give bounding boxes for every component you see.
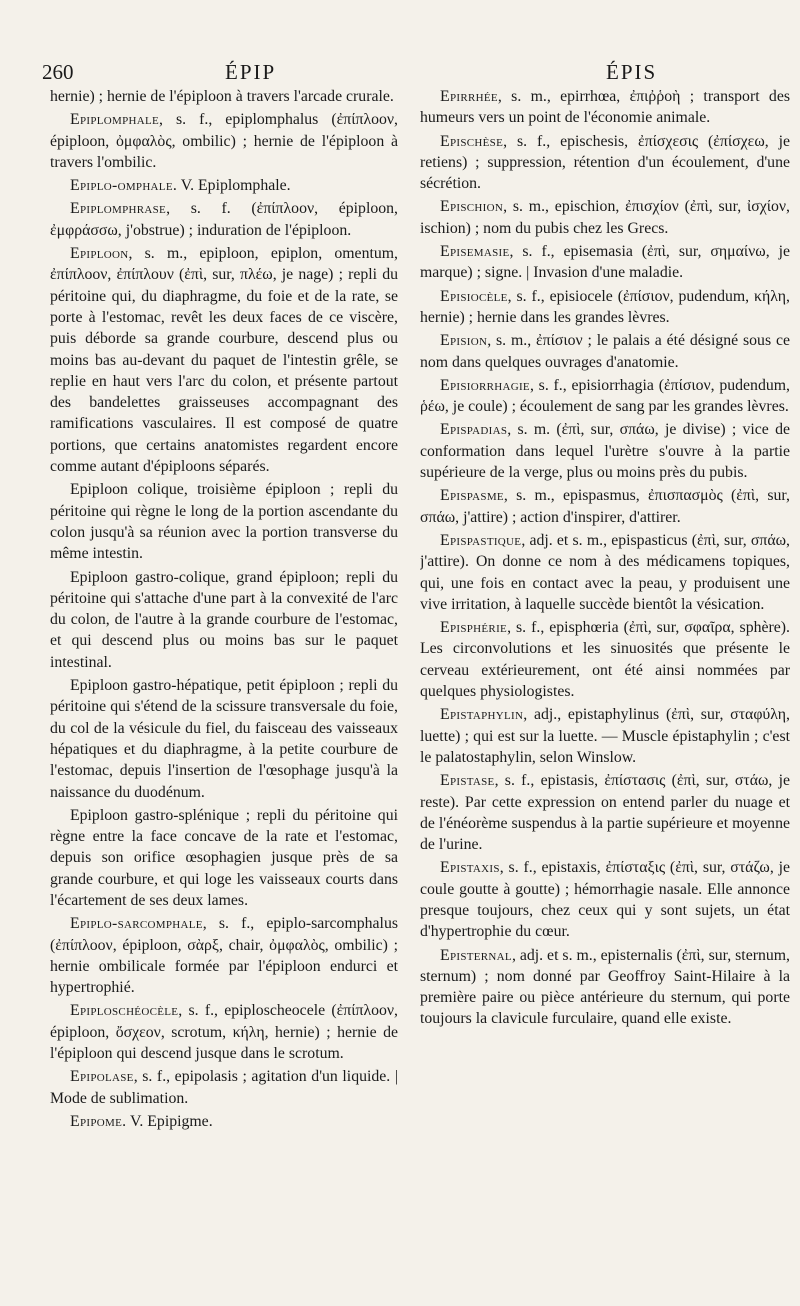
entry-term: Epiplo-sarcomphale bbox=[70, 915, 203, 933]
entry-paragraph bbox=[420, 617, 790, 702]
entry-body: , s. f., epiplo-sarcomphalus (ἐπίπλοον, épiploon, σὰρξ, chair, ὀμφαλὸς, ombilic) ; hernie ombilicale formée par l'épiploon endurci et hypertrophié. bbox=[50, 915, 398, 997]
entry-body: hernie) ; hernie de l'épiploon à travers l'arcade crurale. bbox=[50, 88, 394, 105]
entry-body: Epiploon gastro-colique, grand épiploon; repli du péritoine qui s'attache d'une part à la convexité de l'arc du colon, de l'autre à la grande courbure de l'estomac, et qui descend plus ou moins bas sur le paquet intestinal. bbox=[50, 568, 398, 671]
entry-term: Epiploschéocèle bbox=[70, 1002, 179, 1020]
right-running-head: ÉPIS bbox=[606, 60, 658, 84]
entry-term: Epistase bbox=[440, 772, 495, 790]
entry-paragraph bbox=[420, 330, 790, 373]
entry-term: Episphérie bbox=[440, 619, 508, 637]
entry-paragraph bbox=[50, 913, 398, 998]
entry-term: Epipolase bbox=[70, 1068, 134, 1086]
entry-paragraph bbox=[50, 243, 398, 477]
entry-body: , s. f. (ἐπίπλοον, épiploon, ἐμφράσσω, j'obstrue) ; induration de l'épiploon. bbox=[50, 200, 398, 239]
entry-body: , s. f., epistaxis, ἐπίσταξις (ἐπὶ, sur, στάζω, je coule goutte à goutte) ; hémorrhagie nasale. Elle annonce presque toujours, chez ceux qui y sont sujets, un état d'hypertrophie du cœur. bbox=[420, 859, 790, 941]
entry-paragraph bbox=[420, 131, 790, 195]
entry-term: Epipome. bbox=[70, 1112, 127, 1130]
entry-body: , s. f., epipolasis ; agitation d'un liquide. | Mode de sublimation. bbox=[50, 1068, 398, 1107]
entry-paragraph bbox=[420, 530, 790, 615]
entry-paragraph bbox=[420, 375, 790, 418]
entry-term: Episiorrhagie bbox=[440, 376, 530, 394]
entry-term: Epiploon bbox=[70, 245, 129, 263]
entry-body: , adj., epistaphylinus (ἐπὶ, sur, σταφύλη, luette) ; qui est sur la luette. — Muscle épistaphylin ; c'est le palatostaphylin, selon Winslow. bbox=[420, 706, 790, 766]
entry-paragraph bbox=[50, 109, 398, 173]
entry-paragraph bbox=[420, 196, 790, 239]
entry-body: , s. f., epistasis, ἐπίστασις (ἐπὶ, sur, στάω, je reste). Par cette expression on entend parler du nuage et de l'énéorème suspendus à la partie supérieure et moyenne de l'urine. bbox=[420, 772, 790, 854]
entry-body: , s. f., episemasia (ἐπὶ, sur, σημαίνω, je marque) ; signe. | Invasion d'une maladie. bbox=[420, 243, 790, 282]
entry-paragraph bbox=[420, 286, 790, 329]
entry-paragraph bbox=[420, 857, 790, 942]
entry-body: , s. m., epischion, ἐπισχίον (ἐπὶ, sur, ἰσχίον, ischion) ; nom du pubis chez les Grecs. bbox=[420, 198, 790, 237]
entry-paragraph bbox=[50, 175, 398, 196]
entry-term: Episternal bbox=[440, 946, 512, 964]
entry-body: V. Epiplomphale. bbox=[177, 177, 291, 195]
entry-body: , s. m. (ἐπὶ, sur, σπάω, je divise) ; vice de conformation dans lequel l'urètre s'ouvre à la partie supérieure de la verge, plus ou moins près du pubis. bbox=[420, 421, 790, 482]
entry-paragraph bbox=[420, 945, 790, 1030]
left-running-head: ÉPIP bbox=[225, 60, 277, 84]
entry-term: Epistaxis bbox=[440, 859, 500, 877]
entry-term: Epispastique bbox=[440, 531, 522, 549]
entry-body: , s. m., ἐπίσιον ; le palais a été désigné sous ce nom dans quelques ouvrages d'anatomie. bbox=[420, 332, 790, 371]
entry-paragraph bbox=[50, 567, 398, 673]
entry-term: Epispasme bbox=[440, 487, 504, 505]
entry-term: Episiocèle bbox=[440, 287, 508, 305]
entry-paragraph bbox=[50, 675, 398, 803]
entry-body: Epiploon colique, troisième épiploon ; repli du péritoine qui règne le long de la portion ascendante du colon jusqu'à sa réunion avec la portion transverse du même intestin. bbox=[50, 481, 398, 563]
entry-paragraph bbox=[420, 485, 790, 528]
entry-paragraph bbox=[50, 86, 398, 107]
entry-term: Epirrhée bbox=[440, 88, 498, 105]
entry-paragraph bbox=[50, 1000, 398, 1064]
entry-paragraph bbox=[420, 419, 790, 483]
entry-paragraph bbox=[50, 198, 398, 241]
entry-paragraph bbox=[420, 770, 790, 855]
entry-paragraph bbox=[50, 479, 398, 564]
entry-term: Episemasie bbox=[440, 243, 510, 261]
entry-body: Epiploon gastro-splénique ; repli du péritoine qui règne entre la face concave de la rate et l'estomac, depuis son orifice œsophagien jusque près de sa grande courbure, et qui loge les vaisseaux courts dans l'écartement de ses deux lames. bbox=[50, 806, 398, 909]
page-number: 260 bbox=[42, 60, 74, 84]
entry-body: , s. f., epiploscheocele (ἐπίπλοον, épiploon, ὄσχεον, scrotum, κήλη, hernie) ; hernie de l'épiploon qui descend jusque dans le scrotum. bbox=[50, 1002, 398, 1063]
entry-paragraph bbox=[420, 241, 790, 284]
entry-term: Epischèse bbox=[440, 132, 504, 150]
entry-body: , s. f., episiocele (ἐπίσιον, pudendum, κήλη, hernie) ; hernie dans les grandes lèvres. bbox=[420, 287, 790, 326]
entry-body: Epiploon gastro-hépatique, petit épiploon ; repli du péritoine qui s'étend de la scissure transversale du foie, du col de la vésicule du fiel, du faisceau des vaisseaux hépatiques et du diaphragme, à la petite courbure de l'estomac, depuis l'insertion de l'œsophage jusqu'à la naissance du duodénum. bbox=[50, 677, 398, 801]
entry-body: , s. f., episphœria (ἐπὶ, sur, σφαῖρα, sphère). Les circonvolutions et les sinuosités que présente le cerveau extérieurement, ont été ainsi nommées par quelques physiologistes. bbox=[420, 619, 790, 701]
entry-body: , s. m., epispasmus, ἐπισπασμὸς (ἐπὶ, sur, σπάω, j'attire) ; action d'inspirer, d'attirer. bbox=[420, 487, 790, 526]
entry-term: Epischion bbox=[440, 198, 504, 216]
left-column bbox=[50, 86, 398, 1296]
right-column bbox=[420, 86, 790, 1296]
entry-paragraph bbox=[50, 1111, 398, 1132]
entry-body: , s. m., epirrhœa, ἐπιῤῥοὴ ; transport des humeurs vers un point de l'économie animale. bbox=[420, 88, 790, 127]
entry-body: , s. f., epiplomphalus (ἐπίπλοον, épiploon, ὀμφαλὸς, ombilic) ; hernie de l'épiploon à travers l'ombilic. bbox=[50, 111, 398, 171]
entry-term: Epiplomphale bbox=[70, 111, 160, 129]
entry-body: , s. f., episiorrhagia (ἐπίσιον, pudendum, ῥέω, je coule) ; écoulement de sang par les grandes lèvres. bbox=[420, 376, 790, 416]
entry-body: V. Epipigme. bbox=[126, 1112, 213, 1130]
entry-paragraph bbox=[420, 704, 790, 768]
entry-body: , s. f., epischesis, ἐπίσχεσις (ἐπίσχεω, je retiens) ; suppression, rétention d'un écoulement, d'une sécrétion. bbox=[420, 132, 790, 193]
entry-term: Epistaphylin bbox=[440, 706, 524, 724]
entry-paragraph bbox=[420, 86, 790, 129]
entry-term: Epispadias bbox=[440, 421, 508, 439]
entry-term: Epiplo-omphale. bbox=[70, 177, 178, 195]
entry-body: , adj. et s. m., epispasticus (ἐπὶ, sur, σπάω, j'attire). On donne ce nom à des médicamens topiques, qui, une fois en contact avec la peau, y produisent une vive irritation, à laquelle succède bientôt la vésication. bbox=[420, 531, 790, 613]
entry-body: , s. m., epiploon, epiplon, omentum, ἐπίπλοον, ἐπίπλουν (ἐπὶ, sur, πλέω, je nage) ; repli du péritoine qui, du diaphragme, du foie et de la rate, se porte à l'estomac, revêt les deux faces de ce viscère, puis déborde sa grande courbure, descend plus ou moins bas au-devant du paquet de l'intestin grêle, se replie en haut vers l'arc du colon, et présente partout des bandelettes graisseuses accompagnant des ramifications vasculaires. Il est composé de quatre portions, que certains anatomistes regardent encore comme autant d'épiploons séparés. bbox=[50, 245, 398, 476]
entry-paragraph bbox=[50, 805, 398, 911]
entry-paragraph bbox=[50, 1066, 398, 1109]
entry-body: , adj. et s. m., episternalis (ἐπὶ, sur, sternum, sternum) ; nom donné par Geoffroy Saint-Hilaire à la première paire ou pièce antérieure du sternum, qui porte toujours la clavicule furculaire, quand elle existe. bbox=[420, 946, 790, 1028]
entry-term: Epiplomphrase bbox=[70, 200, 167, 218]
entry-term: Epision bbox=[440, 332, 488, 350]
